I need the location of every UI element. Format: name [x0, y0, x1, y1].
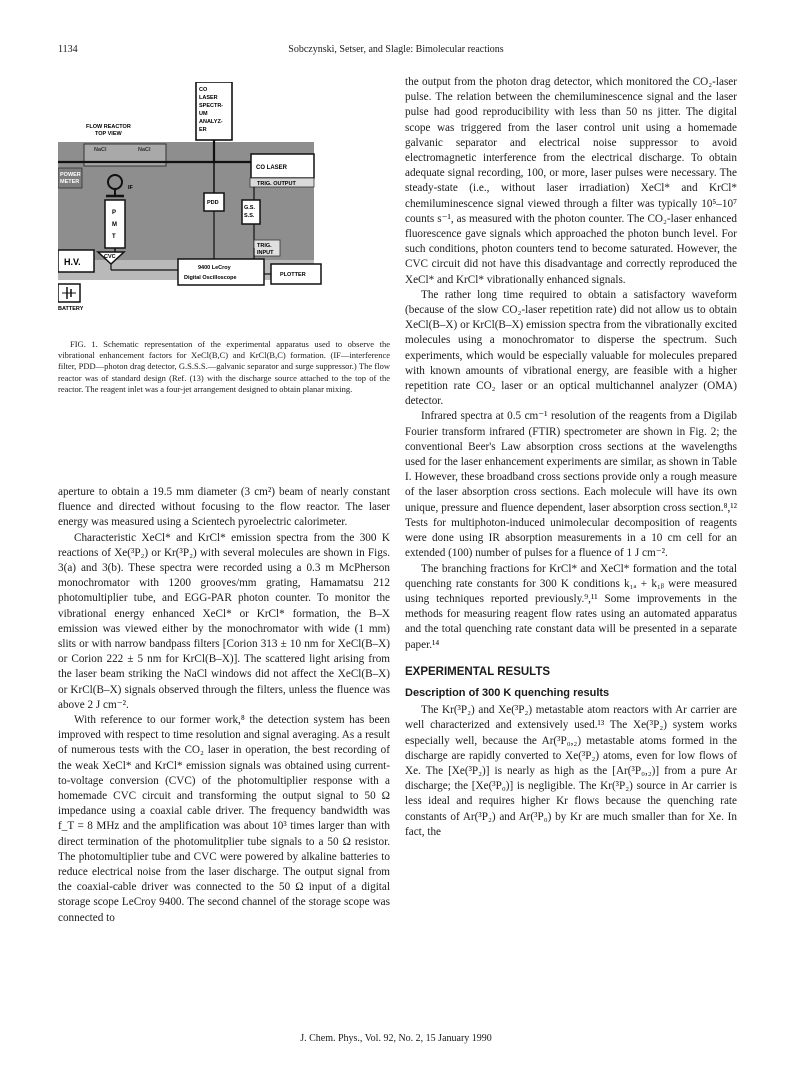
lecroy-label: 9400 LeCroy Digital Oscilloscope	[184, 265, 237, 281]
paragraph: The Kr(³P₂) and Xe(³P₂) metastable atom reactors with Ar carrier are well characterized and extensively used.¹³ The Xe(³P₂) system works especially well, because the Ar(³P₀,₂) metastable atoms formed in the discharge are rapidly converted to Xe(³P₂) atoms, even for low flows of Xe. The [Xe(³P₂)] is nearly as high as the [Ar(³P₀,₂)] from a pure Ar discharge; the [Xe(³P₀)] is negligible. The Kr(³P₂) source in Ar carrier is less ideal and requires higher Kr flows because the quenching rate constants of Ar(³P₂) and Ar(³P₀) by Kr are much smaller than for Xe. In fact, the	[405, 704, 737, 838]
pmt-label: P M T	[112, 210, 117, 240]
right-column	[405, 75, 737, 840]
paragraph: aperture to obtain a 19.5 mm diameter (3 cm²) beam of nearly constant fluence and directed without focusing to the flow reactor. The laser energy was measured using a Scientech pyroelectric calorimeter.	[58, 486, 390, 529]
trig-input-label: TRIG. INPUT	[257, 243, 274, 256]
flow-reactor-label: FLOW REACTOR TOP VIEW	[86, 124, 131, 137]
page-number: 1134	[58, 44, 78, 55]
nacl-right-label: NaCl	[138, 147, 151, 153]
if-filter-label: IF	[128, 185, 133, 191]
page-footer: J. Chem. Phys., Vol. 92, No. 2, 15 January 1990	[300, 1033, 492, 1044]
figure-caption-text: FIG. 1. Schematic representation of the experimental apparatus used to observe the vibrational enhancement factors for XeCl(B,C) and KrCl(B,C) formation. (IF—interference filter, PDD—photon drag detector, G.S.S.S.—galvanic separator and surge suppressor.) The flow reactor was of standard design (Ref. (13) with the discharge source attached to the top of the reactor. The reagent inlet was a four-jet arrangement designed to obtain planar mixing.	[58, 339, 390, 394]
subsection-heading: Description of 300 K quenching results	[405, 686, 610, 699]
gsss-label: G.S. S.S.	[244, 205, 256, 219]
spectrum-analyzer-label: CO LASER SPECTR- UM ANALYZ- ER	[199, 87, 224, 133]
paragraph: Characteristic XeCl* and KrCl* emission spectra from the 300 K reactions of Xe(³P₂) or Kr(³P₂) with several molecules are shown in Figs. 3(a) and 3(b). These spectra were recorded using a 0.3 m McPherson monochromator with 1200 grooves/mm grating, Hamamatsu 212 photomultiplier tube, and EGG-PAR photon counter. To monitor the vibrational energy enhanced XeCl* or KrCl* formation, the B–X emission was viewed either by the monochromator with wide (1 mm) slits or with narrow bandpass filters [Corion 313 ± 10 nm for XeCl(B–X) or Corion 222 ± 5 nm for KrCl(B–X)]. The scattered light arising from the laser beam striking the NaCl windows did not affect the XeCl(B–X) or KrCl(B–X) signals observed through the filters, unless the fluence was above 2 J cm⁻².	[58, 531, 390, 711]
power-meter-label: POWER METER	[60, 172, 81, 185]
figure-caption	[58, 339, 390, 395]
gsss-box	[242, 200, 260, 224]
paragraph: With reference to our former work,⁸ the detection system has been improved with respect to time resolution and signal averaging. As a result of numerous tests with the CO₂ laser in operation, the best recording of the weak XeCl* and KrCl* emission signals was obtained using current-to-voltage conversion (CVC) of the photomultiplier response with a homemade CVC circuit and transforming the output signal to 50 Ω impedance using a coaxial cable driver. The frequency bandwidth was f_T = 8 MHz and the amplification was about 10³ times larger than with direct termination of the photomulitplier tube signals to a 50 Ω resistor. The photomultiplier tube and CVC were powered by alkaline batteries to reduce electrical noise from the laser discharge. The output signal from the coaxial-cable driver was connected to the 50 Ω input of a digital storage scope LeCroy 9400. The second channel of the storage scope was connected to	[58, 714, 390, 924]
plotter-label: PLOTTER	[280, 272, 306, 278]
nacl-left-label: NaCl	[94, 147, 107, 153]
section-heading: EXPERIMENTAL RESULTS	[405, 665, 551, 678]
lecroy-scope-box	[178, 259, 264, 285]
running-title: Sobczynski, Setser, and Slagle: Bimolecular reactions	[288, 44, 504, 55]
cvc-label: CVC	[104, 254, 116, 260]
hv-label: H.V.	[64, 257, 81, 267]
power-meter-box	[58, 168, 82, 188]
battery-label: BATTERY	[58, 306, 84, 312]
apparatus-schematic	[58, 82, 390, 332]
pdd-label: PDD	[207, 200, 219, 206]
co2-laser-label: CO LASER	[256, 165, 288, 171]
paragraph: The rather long time required to obtain a satisfactory waveform (because of the slow CO₂-laser repetition rate) did not allow us to obtain XeCl(B–X) or KrCl(B–X) emission spectra from the vibrationally excited molecules using a monochromator to disperse the spectrum. Such experiments, which would be especially valuable for molecules prepared with known amounts of vibrational energy, are feasible with a higher repetition rate CO₂ laser or an optical multichannel analyzer (OMA) detector.	[405, 288, 737, 408]
paragraph: The branching fractions for KrCl* and XeCl* formation and the total quenching rate constants for 300 K conditions k₁ₐ + k₁ᵦ were measured using techniques reported previously.⁹,¹¹ Some improvements in the methods for measuring reagent flow rates using an automated apparatus and the total quenching rate constant data will be presented in a separate paper.¹⁴	[405, 562, 737, 651]
paragraph: Infrared spectra at 0.5 cm⁻¹ resolution of the reagents from a Digilab Fourier transform infrared (FTIR) spectrometer are shown in Fig. 2; the conventional Beer's Law absorption cross sections at the wavelengths used for the laser enhancement experiments are similar, as shown in Table I. However, these broadband cross sections provide only a rough measure of the laser absorption cross sections. Each molecule will have its own unique, pressure and fluence dependent, laser absorption cross section.⁸,¹² Tests for multiphoton-induced unimolecular decomposition of reagents were done using IR absorption measurements in a 10 cm cell for an extended (100) number of pulses for a fluence of 1 J cm⁻².	[405, 410, 737, 560]
trig-output-label: TRIG. OUTPUT	[257, 181, 296, 187]
left-column	[58, 485, 390, 926]
paragraph: the output from the photon drag detector, which monitored the CO₂-laser pulse. The relation between the chemiluminescence signal and the laser pulse had good reproducibility with less than 50 ns jitter. The digital scope was triggered from the laser control unit using a homemade galvanic separator and electrical noise suppressor to avoid electromagnetic interference from the electrical discharge. To obtain adequate signal recording, 100, or more, laser pulses were necessary. The steady-state (i.e., without laser irradiation) XeCl* and KrCl* chemiluminescence signal viewed through a filter was typically 10⁵–10⁷ counts s⁻¹, as measured with the photon counter. The CO₂-laser enhanced fluorescence gave signals which approached the photon bunch level. For such conditions, photon counters tend to become saturated. However, the CVC circuit did not have this disadvantage and correctly reproduced the XeCl* and KrCl* vibrationally enhanced signals.	[405, 76, 737, 286]
